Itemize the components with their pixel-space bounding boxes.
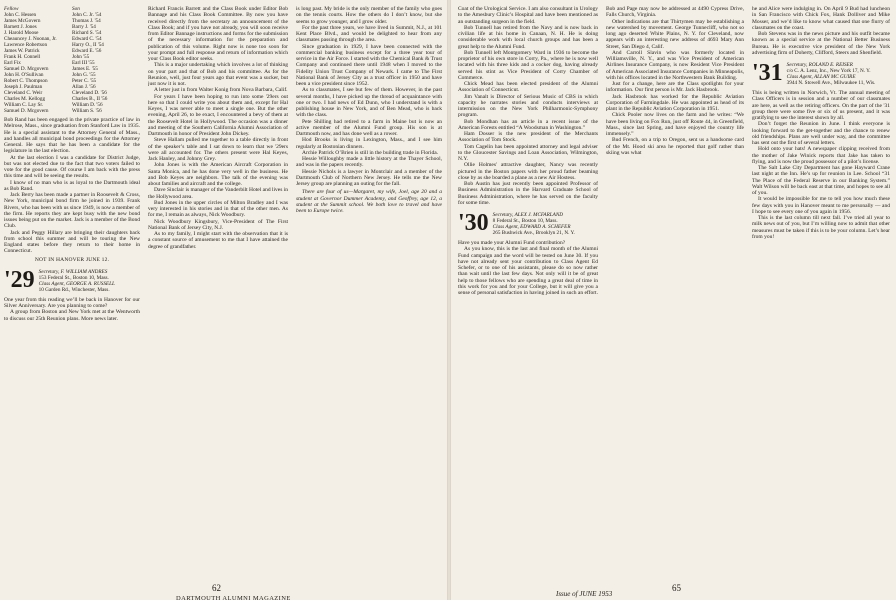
article-paragraph: Bob Mondhan has an article in a recent issue of the American Forests entitled “A Woodsman in Washington.”: [458, 118, 598, 131]
roster-son-name: Edward E. '56: [72, 48, 102, 54]
article-paragraph: Bob Tunnell has retired from the Navy and is now back in civilian life at his home in Canaan, N. H. He is doing considerable work with local church groups and has been a great help to the Alumni Fund.: [458, 24, 598, 50]
roster-fellow-name: Joseph J. Paulman: [4, 84, 43, 90]
article-paragraph: Bob Rand has been engaged in the private practice of law in Melrose, Mass., since graduation from Stanford Law in 1935. He is a special assistant to the Attorney General of Mass., and handles all municipal bond proceedings for the Attorney General. He says that he has been a candidate for the legislature in the last election.: [4, 117, 140, 155]
article-paragraph: I know of no man who is as loyal to the Dartmouth ideal as Bob Rand.: [4, 179, 140, 192]
roster-son-name: Peter C. '55: [72, 78, 97, 84]
article-paragraph: As to my family, I might start with the observation that it is a constant source of amusement to me that I have attained the degree of grandfather.: [148, 231, 288, 250]
secretary-address-30: 8 Federal St., Boston 10, Mass.: [492, 218, 558, 224]
article-paragraph: he and Alice were indulging in. On April 9 Bud had luncheon in San Francisco with Chick Fox, Hank Dolliver and Mike Mosser, and we’d like to know what caused that one flurry of classmates on the coast.: [752, 6, 890, 31]
article-paragraph: Since graduation in 1929, I have been connected with the commercial banking business except for a three year tour of service in the Air Force. I started with the Chemical Bank & Trust Company and continued there until 1948 when I moved to the Fidelity Union Trust Company of Newark. I came to The First National Bank of Jersey City as a trust officer in 1950 and have been a vice president since 1952.: [296, 43, 442, 87]
article-paragraph: Richard Francis Barrett and the Class Book under Editor Bob Bannage and his Class Book Committee. By now you have received directly from the secretary an announcement of the Class Book; and if you have not already, you will soon receive from Editor Bannage instructions and forms for the submission of the necessary information for the preparation and publication of this volume. Right now is none too soon for your prompt and full response and return of information which your Class Book editor seeks.: [148, 6, 288, 62]
roster-son-name: Thomas J. '54: [72, 18, 101, 24]
article-paragraph: Jim Vanalt is Director of Serious Music of CBS in which capacity he narrates stories and conducts interviews at intermission on the New York Philharmonic-Symphony program.: [458, 93, 598, 119]
son-list: [72, 6, 140, 114]
roster-fellow-name: James W. Patrick: [4, 48, 40, 54]
article-paragraph: Bob and Page may now be addressed at 4490 Cypress Drive, Falls Church, Virginia.: [606, 6, 744, 19]
gutter: [447, 0, 451, 600]
secretary-address-29: 153 Federal St., Boston 10, Mass.: [38, 274, 109, 281]
class-1931-heading: [752, 62, 890, 86]
roster-fellow-name: Barnett J. Jones: [4, 24, 37, 30]
roster-son-name: Cleveland D. '56: [72, 90, 107, 96]
article-paragraph: Don’t forget the Reunion in June. I think everyone is looking forward to the get-together and the chance to renew old friendships. Plans are well under way, and the committee has sent out the first of several letters.: [752, 121, 890, 146]
fellow-list: [4, 6, 72, 114]
secretary-address-31: c/o C. A. Lenz, Inc., New York 17, N. Y.: [786, 68, 871, 74]
article-paragraph: Pete Shilling had retired to a farm in Maine but is now an active member of the Alumni Fund group. His son is at Dartmouth now, and has done well as a rower.: [296, 118, 442, 137]
roster-entries-sons: [72, 12, 140, 114]
article-paragraph: Other indications are that Thirtymen may be establishing a new watershed by movement. George Tunnecliff, who not so long ago deserted White Plains, N. Y. for Cleveland, now appears with an interesting new address of 4693 Mary Ann Street, San Diego 4, Calif.: [606, 18, 744, 50]
article-paragraph: As to classmates, I see but few of them. However, in the past several months, I have picked up the thread of acquaintance with one or two. I had news of Ed Dunn, who I understand is with a publishing house in New York, and of Ben Mead, who is back with the class.: [296, 87, 442, 119]
roster-fellow-name: J. Harold Moose: [4, 30, 39, 36]
right-column-2: [606, 6, 744, 580]
left-col2-paragraphs: [148, 6, 288, 219]
roster-son-name: John '55: [72, 54, 90, 60]
roster-fellow-name: James McGovern: [4, 18, 41, 24]
issue-date: Issue of JUNE 1953: [556, 590, 613, 598]
article-paragraph: John Jones is with the American Aircraft Corporation in Santa Monica, and he has done very well in the business. He and Bob Keyes are neighbors. The talk of the evening was about families and aircraft and the college.: [148, 162, 288, 187]
article-paragraph: It would be impossible for me to tell you how much these few days with you in Hanover meant to me personally — and I hope to see every one of you again in 1956.: [752, 196, 890, 215]
article-paragraph: Hod Brooks is living in Lexington, Mass., and I see him regularly at Bostonian dinners.: [296, 137, 442, 150]
roster-son-name: James E. '55: [72, 66, 98, 72]
left-col3-paragraphs: [296, 6, 442, 187]
roster-fellow-name: Cheauncey J. Noonan, Jr.: [4, 36, 57, 42]
roster-son-name: Edward C. '54: [72, 36, 102, 42]
right-col2-paragraphs: [606, 6, 744, 156]
class-year-30: '30: [458, 210, 489, 236]
article-paragraph: Chick Mead has been elected president of the Alumni Association of Connecticut.: [458, 81, 598, 94]
article-paragraph: This is a major undertaking which involves a lot of thinking on your part and that of Bob and his committee. As for the Reunion, well, just four years ago that event was a sucker, but just now it is not.: [148, 62, 288, 87]
article-paragraph: Chick Pooler now lives on the farm and he writes: “We have been living on Fox Run, just off Route 44, in Greenfield, Mass., since last Spring, and have enjoyed the country life immensely.”: [606, 112, 744, 137]
left-column-3: [296, 6, 442, 580]
roster-fellow-name: Lawrence Robertson: [4, 42, 48, 48]
left-col1-closing: [4, 297, 140, 322]
right-col1-closing: [458, 240, 598, 296]
class-agent-30: Class Agent, EDWARD A. SCHEFER: [492, 224, 571, 230]
right-column-1: [458, 6, 598, 580]
secretary-30: Secretary, ALEX J. MCFARLAND: [492, 212, 564, 218]
article-paragraph: This is the last column till next fall. I’ve tried all year to milk news out of you, but I’m willing now to admit that other measures must be taken if this is to be your column. Let’s hear from you!: [752, 215, 890, 240]
page-number-65: 65: [672, 583, 681, 593]
article-paragraph: At the last election I was a candidate for District Judge, but was not elected due to the fact that two voters failed to vote for the good cause. Of course I am back with the press this time and will be seeing the results.: [4, 154, 140, 180]
article-paragraph: And Carroll Slavin who was formerly located in Williamsville, N. Y., and was Vice President of American Airlines Insurance Company, is now Resident Vice President of American Associated Insurance Companies in Minneapolis, with his offices located in the Northwestern Bank Building.: [606, 49, 744, 81]
roster-son-name: John C. Jr. '54: [72, 12, 102, 18]
article-paragraph: Jack Berry has been made a partner in Roosevelt & Cross, New York, municipal bond firm he joined in 1939. Frank Rivers, who has been with us since 1949, is now a member of the firm. He reports they are kept busy with the new bond issues being put on the market. Jack is a member of the Bond Club.: [4, 192, 140, 230]
roster-son-name: Earl III '55: [72, 60, 95, 66]
secretary-31: Secretary, ROLAND E. REISER: [786, 62, 853, 68]
roster-fellow-name: Frank H. Connell: [4, 54, 41, 60]
right-page: [452, 0, 896, 600]
fellow-son-roster: [4, 6, 140, 114]
article-paragraph: Ollie Holmes' attractive daughter, Nancy was recently pictured in the Boston papers with her proud father beaming close by as she boarded a plane as a new Air Hostess.: [458, 162, 598, 181]
roster-son-name: Allan J. '56: [72, 84, 96, 90]
article-paragraph: Steve Hallam pulled me together to a table directly in front of the speaker’s table and I sat down to learn that we '29ers were all accounted for. The others present were Hal Keyes, Jack Hanley, and Johnny Grey.: [148, 137, 288, 162]
roster-son-name: William S. '56: [72, 108, 102, 114]
roster-fellow-name: John H. O'Sullivan: [4, 72, 44, 78]
class-year-29: '29: [4, 266, 35, 293]
class-year-31: '31: [752, 60, 783, 86]
roster-fellow-name: Robert C. Thompson: [4, 78, 48, 84]
article-paragraph: Have you made your Alumni Fund contribution?: [458, 240, 566, 246]
class-agent-31: Class Agent, ALLAN MC GUIRE: [786, 74, 856, 80]
left-column-2: [148, 6, 288, 580]
roster-fellow-name: Samuel D. Mcgovern: [4, 66, 49, 72]
family-quote: There are four of us—Margaret, my wife, Joel, age 20 and a student at Governor Dummer Academy, and Geoffrey, age 12, a student at the Summit school. We both love to travel and have been to Europe twice.: [296, 189, 442, 214]
article-paragraph: For the past three years, we have lived in Summit, N.J., at 101 Kent Place Blvd., and would be delighted to hear from any classmates passing through the area.: [296, 24, 442, 44]
son-header: Son: [72, 6, 80, 12]
roster-fellow-name: William C. Lay Sr.: [4, 102, 44, 108]
article-paragraph: Hessie Willoughby made a little history at the Thayer School, and was in the papers recently.: [296, 156, 442, 169]
right-column-3: [752, 6, 890, 580]
roster-fellow-name: John C. Hessen: [4, 12, 37, 18]
article-paragraph: Bud Jones in the upper circles of Milton Bradley and I was very interested in his stories and in that of the other men. As for me, I remain as always, Nick Woodbury.: [148, 199, 288, 219]
roster-entries-fellows: [4, 12, 72, 114]
magazine-title: DARTMOUTH ALUMNI MAGAZINE: [176, 595, 291, 600]
article-paragraph: Bob Stevens was in the news picture and his outfit became known as a special service at the National Better Business Bureau. He is executive vice president of the New York advertising firm of Doherty, Clifford, Steers and Shenfield.: [752, 31, 890, 56]
right-col1-paragraphs: [458, 6, 598, 206]
article-paragraph: As you know, this is the last and final month of the Alumni Fund campaign and the word will be tested on June 30. If you have not already sent your contribution to Class Agent Ed Schefer, or to one of his assistants, please do so now rather than wait until the last few days. Not only will it be of great help to those fellows who are spending a great deal of time in this work for you and for your College, but it will give you a sense of personal satisfaction in having joined in such an effort.: [458, 246, 598, 296]
class-1929-heading: [4, 266, 140, 293]
not-in-hanover-notice: NOT IN HANOVER JUNE 12.: [34, 256, 110, 263]
roster-son-name: William D. '56: [72, 102, 103, 108]
article-paragraph: Just for a change, here are the Class spotlights for your information. Our first person is Mr. Jack Hasbrook.: [606, 81, 744, 94]
article-paragraph: Ham Dosser is the new president of the Merchants Association of Tom Stock.: [458, 131, 598, 144]
secretary-29: Secretary, F. WILLIAM ANDRES: [38, 268, 108, 275]
article-paragraph: Nick Woodbury Kingsbury, Vice-President of The First National Bank of Jersey City, N.J.: [148, 218, 288, 231]
roster-fellow-name: Samuel D. Mcgovern: [4, 108, 49, 114]
fellow-header: Fellow: [4, 6, 19, 12]
article-paragraph: Tom Cagelin has been appointed attorney and legal adviser to the Gloucester Savings and Loan Association, Wilmington, N.Y.: [458, 143, 598, 162]
roster-fellow-name: Earl Fix: [4, 60, 21, 66]
article-paragraph: Bud French, on a trip to Oregon, sent us a handsome card of the Mt. Hood ski area he reported that golf rather than skiing was what: [606, 137, 744, 156]
page-number-62: 62: [212, 583, 221, 593]
article-paragraph: The Salt Lake City Department has gone Hayward Crane last night at the Inn. He’s up for reunion in Lee. School “31 The Place of the Federal Reserve in our Banking System.” Walt Wilson will be back east at that time, and hopes to see all of you.: [752, 165, 890, 196]
left-column-1: [4, 6, 140, 580]
class-agent-address-31: 3944 N. Stowell Ave., Milwaukee 11, Wis.: [786, 80, 876, 86]
article-paragraph: Bob Tunnell left Montgomery Ward in 1936 to become the proprietor of his own store in Corry, Pa., where he is now well located with his three kids and a cocker dog, having already served his stint as Vice President of Corry Chamber of Commerce.: [458, 49, 598, 81]
roster-son-name: Charles B., II '56: [72, 96, 108, 102]
class-agent-address-30: 265 Bushwick Ave., Brooklyn 21, N. Y.: [492, 230, 575, 236]
left-col2-closing: [148, 219, 288, 250]
article-paragraph: For years I have been hoping to run into some '29ers out here so that I could write you about them and, except for Hal Keyes, I was never able to meet a single one. But the other evening, April 26, to be exact, I encountered a bevy of them at the Roosevelt Hotel in Hollywood. The occasion was a dinner and meeting of the Southern California Alumni Association of Dartmouth in honor of President John Dickey.: [148, 93, 288, 137]
left-col1-paragraphs: [4, 117, 140, 255]
article-paragraph: A letter just in from Walter Konig from Nova Barbara, Calif.: [154, 87, 288, 94]
right-col3-closing: [752, 90, 890, 240]
roster-son-name: Barry J. '54: [72, 24, 96, 30]
article-paragraph: Hessie Nichols is a lawyer in Montclair and a member of the Dartmouth Club of Northern New Jersey. He tells me the New Jersey group are planning an outing for the fall.: [296, 168, 442, 187]
article-paragraph: Coat of the Urological Service. I am also consultant in Urology to the Amesbury Clinic’s Hospital and have been mentioned as an outstanding surgeon in the field.: [458, 6, 598, 25]
class-agent-29: Class Agent, GEORGE A. RUSSELL: [38, 280, 115, 287]
roster-son-name: Richard S. '54: [72, 30, 102, 36]
article-paragraph: Jack Hasbrook has worked for the Republic Aviation Corporation of Farmingdale. He was appointed as head of its plant in the Republic Aviation Corporation in 1951.: [606, 93, 744, 112]
article-paragraph: Dave Sinclair is manager of the Vanderbilt Hotel and lives in the Hollywood area.: [148, 187, 288, 200]
right-col3-paragraphs: [752, 6, 890, 56]
article-paragraph: This is being written in Norwich, Vt. The annual meeting of Class Officers is in session and a number of our classmates are here, as well as the retiring officers. On the part of the '31 group there were some five or six of us present, and it was gratifying to see the interest shown by all.: [752, 90, 890, 121]
roster-fellow-name: Cleveland C. Weir: [4, 90, 43, 96]
article-paragraph: Jack and Peggy Hillary are bringing their daughters back from school this summer and will be touring the New England states before they return to their home in Connecticut.: [4, 229, 140, 255]
article-paragraph: is long past. My bride is the only member of the family who goes on the tennis courts. How the others do I don’t know, but she seems to grow younger, and I grow older.: [296, 6, 442, 25]
roster-fellow-name: Charles M. Kellogg: [4, 96, 46, 102]
article-paragraph: Hold onto your hats! A newspaper clipping received from the mother of Jake Winick reports that Jake has taken to flying, and is now the proud possessor of a pilot’s license.: [752, 146, 890, 165]
class-agent-address-29: 10 Garden Rd., Winchester, Mass.: [38, 286, 110, 293]
roster-son-name: Harry O., II '54: [72, 42, 104, 48]
article-paragraph: Archie Patrick O’Brien is still in the building trade in Florida.: [302, 149, 439, 156]
roster-son-name: John G. '55: [72, 72, 96, 78]
article-paragraph: One year from this reading we’ll be back in Hanover for our Silver Anniversary. Are you planning to come?: [4, 296, 140, 309]
article-paragraph: Bob Austin has just recently been appointed Professor of Business Administration in the Harvard Graduate School of Business Administration, where he has served on the faculty for some time.: [458, 181, 598, 206]
article-paragraph: A group from Boston and New York met at the Wentworth to discuss our 25th Reunion plans. More news later.: [4, 309, 140, 322]
class-1930-heading: [458, 212, 598, 236]
